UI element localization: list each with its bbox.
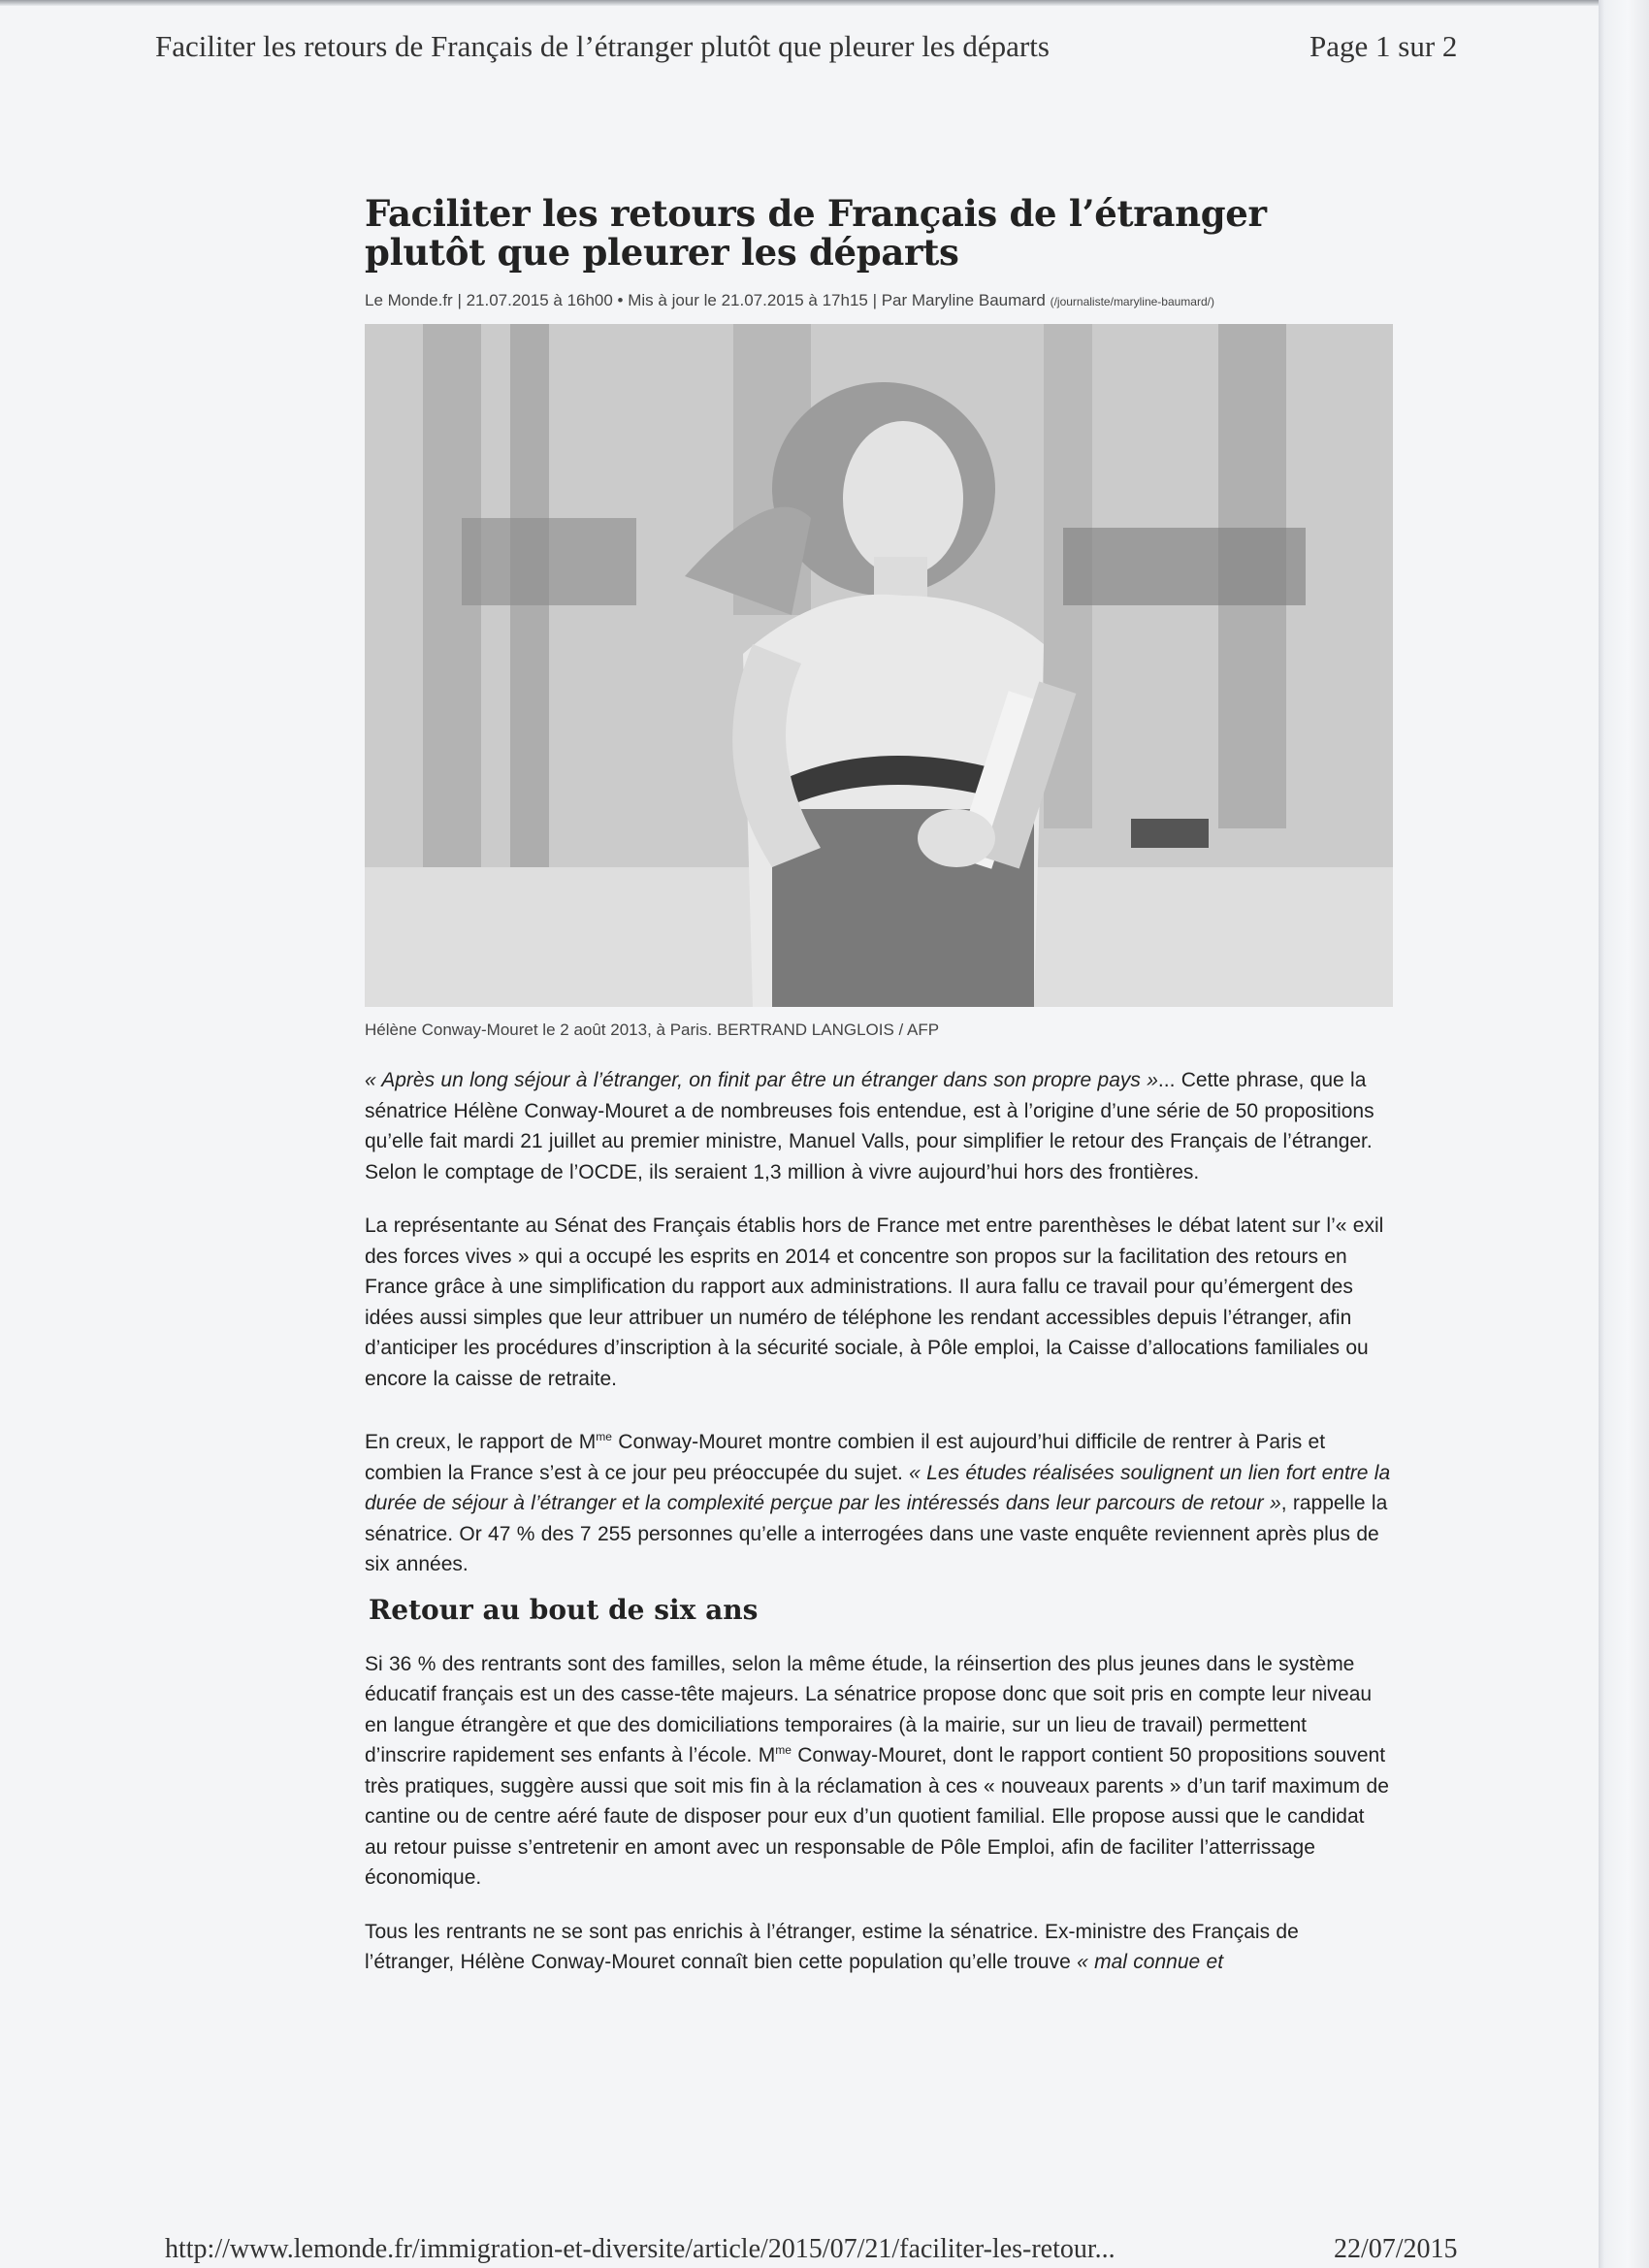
- print-header-page-number: Page 1 sur 2: [1310, 29, 1458, 63]
- article-byline: [365, 291, 1393, 310]
- paragraph-5-quote: « mal connue et: [1077, 1951, 1224, 1973]
- paragraph-3-text-b: Conway-Mouret montre combien il est aujourd’hui difficile de rentrer à Paris et combien la France s’est à ce jour peu préoccupée du sujet.: [365, 1431, 1326, 1484]
- paragraph-3-sup: me: [596, 1430, 612, 1443]
- article-headline: Faciliter les retours de Français de l’étranger plutôt que pleurer les départs: [365, 192, 1267, 274]
- paragraph-4-sup: me: [775, 1743, 792, 1757]
- paragraph-5: [365, 1917, 1393, 1978]
- paragraph-3-text-a: En creux, le rapport de M: [365, 1431, 597, 1453]
- print-header-title: Faciliter les retours de Français de l’étranger plutôt que pleurer les départs: [155, 29, 1050, 63]
- article-photo: [365, 324, 1393, 1007]
- paragraph-4-text-a: Si 36 % des rentrants sont des familles, selon la même étude, la réinsertion des plus jeunes dans le système éducatif français est un des casse-tête majeurs. La sénatrice propose donc que soit pris en compte leur niveau en langue étrangère et que des domiciliations temporaires (à la mairie, sur un lieu de travail) permettent d’inscrire rapidement ses enfants à l’école. M: [365, 1652, 1373, 1766]
- scan-edge-right: [1599, 0, 1649, 2268]
- section-subhead: Retour au bout de six ans: [369, 1593, 759, 1626]
- byline-author-link[interactable]: (/journaliste/maryline-baumard/): [1050, 295, 1214, 308]
- paragraph-2: La représentante au Sénat des Français établis hors de France met entre parenthèses le débat latent sur l’« exil des forces vives » qui a occupé les esprits en 2014 et concentre son propos sur la facilitation des retours en France grâce à une simplification du rapport aux administrations. Il aura fallu ce travail pour qu’émergent des idées aussi simples que leur attribuer un numéro de téléphone les rendant accessibles depuis l’étranger, afin d’anticiper les procédures d’inscription à la sécurité sociale, à Pôle emploi, la Caisse d’allocations familiales ou encore la caisse de retraite.: [365, 1215, 1384, 1390]
- paragraph-3: [365, 1427, 1393, 1580]
- paragraph-4: [365, 1649, 1393, 1894]
- paragraph-3-quote: « Les études réalisées soulignent un lien fort entre la durée de séjour à l’étranger et la complexité perçue par les intéressés dans leur parcours de retour »: [365, 1461, 1391, 1514]
- scan-edge-top: [0, 0, 1649, 6]
- paragraph-3-text-c: , rappelle la sénatrice. Or 47 % des 7 255 personnes qu’elle a interrogées dans une vaste enquête reviennent après plus de six années.: [365, 1492, 1388, 1575]
- article: [365, 194, 1393, 1978]
- paragraph-1: [365, 1065, 1393, 1187]
- photo-caption: Hélène Conway-Mouret le 2 août 2013, à Paris. BERTRAND LANGLOIS / AFP: [365, 1021, 940, 1039]
- paragraph-1-quote: « Après un long séjour à l’étranger, on finit par être un étranger dans son propre pays »: [365, 1069, 1158, 1091]
- paragraph-5-text: Tous les rentrants ne se sont pas enrichis à l’étranger, estime la sénatrice. Ex-ministre des Français de l’étranger, Hélène Conway-Mouret connaît bien cette population qu’elle trouve: [365, 1920, 1299, 1973]
- paragraph-1-text: ... Cette phrase, que la sénatrice Hélène Conway-Mouret a de nombreuses fois entendue, est à l’origine d’une série de 50 propositions qu’elle fait mardi 21 juillet au premier ministre, Manuel Valls, pour simplifier le retour des Français de l’étranger. Selon le comptage de l’OCDE, ils seraient 1,3 million à vivre aujourd’hui hors des frontières.: [365, 1069, 1374, 1183]
- byline-text: Le Monde.fr | 21.07.2015 à 16h00 • Mis à jour le 21.07.2015 à 17h15 | Par Maryline Baumard: [365, 291, 1046, 309]
- photo-illustration: [365, 324, 1393, 1007]
- paragraph-4-text-b: Conway-Mouret, dont le rapport contient 50 propositions souvent très pratiques, suggère aussi que soit mis fin à la réclamation à ces « nouveaux parents » d’un tarif maximum de cantine ou de centre aéré faute de disposer pour eux d’un quotient familial. Elle propose aussi que le candidat au retour puisse s’entretenir en amont avec un responsable de Pôle Emploi, afin de faciliter l’atterrissage économique.: [365, 1744, 1389, 1889]
- print-footer-date: 22/07/2015: [1334, 2234, 1458, 2264]
- print-footer-url: http://www.lemonde.fr/immigration-et-diversite/article/2015/07/21/faciliter-les-retour...: [165, 2234, 1116, 2264]
